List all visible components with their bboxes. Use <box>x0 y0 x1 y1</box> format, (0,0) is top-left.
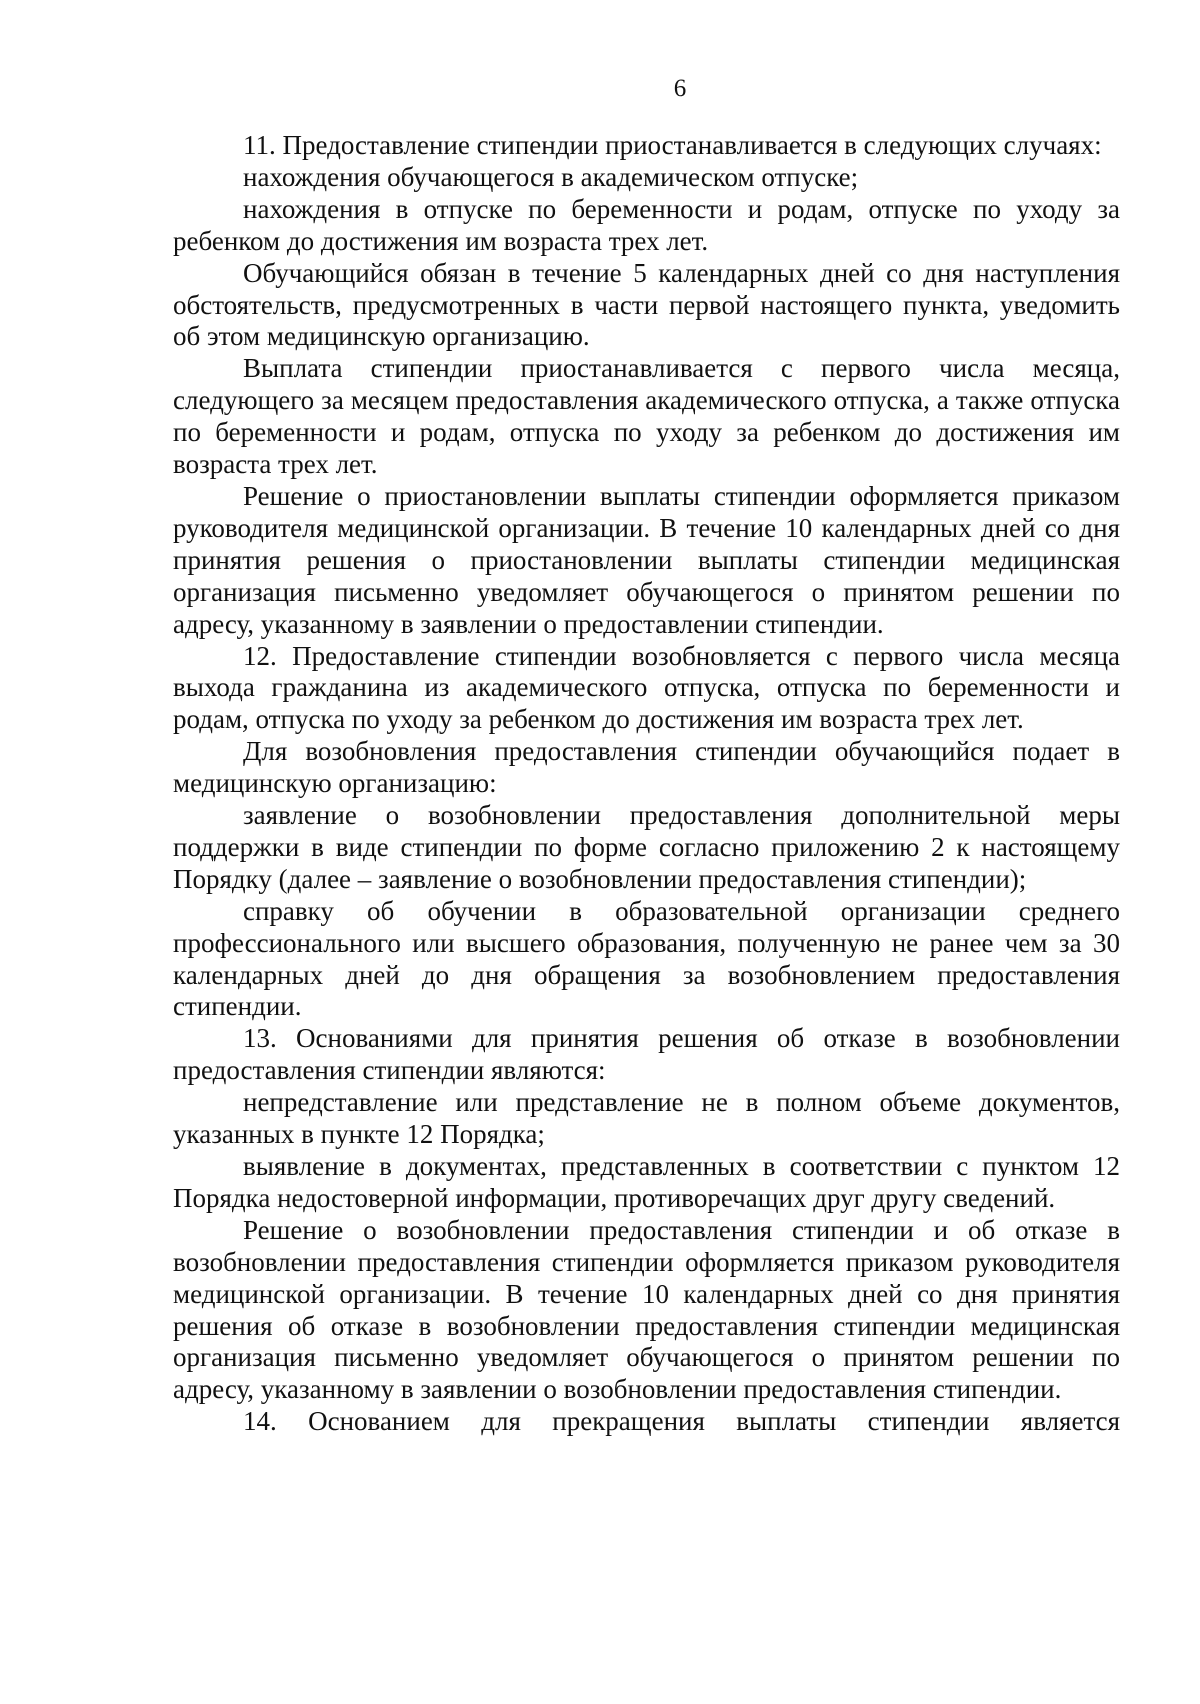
paragraph-11-intro: 11. Предоставление стипендии приостанавливается в следующих случаях: <box>243 130 1102 160</box>
paragraph-13-false-information: выявление в документах, представленных в соответствии с пунктом 12 Порядка недостоверной информации, противоречащих друг другу сведений. <box>173 1151 1120 1213</box>
paragraph-11-case-maternity-leave: нахождения в отпуске по беременности и родам, отпуске по уходу за ребенком до достижения им возраста трех лет. <box>173 193 1120 256</box>
paragraph-11-payment-suspension: Выплата стипендии приостанавливается с первого числа месяца, следующего за месяцем предоставления академического отпуска, а также отпуска по беременности и родам, отпуска по уходу за ребенком до достижения им возраста трех лет. <box>173 353 1120 480</box>
paragraph-12-resumption: 12. Предоставление стипендии возобновляется с первого числа месяца выхода гражданина из академического отпуска, отпуска по беременности и родам, отпуска по уходу за ребенком до достижения им возраста трех лет. <box>173 640 1120 735</box>
paragraph-13-incomplete-documents: непредставление или представление не в полном объеме документов, указанных в пункте 12 Порядка; <box>173 1087 1120 1150</box>
paragraph-11-suspension-decision: Решение о приостановлении выплаты стипендии оформляется приказом руководителя медицинской организации. В течение 10 календарных дней со дня принятия решения о приостановлении выплаты стипендии медицинская организация письменно уведомляет обучающегося о принятом решении по адресу, указанному в заявлении о предоставлении стипендии. <box>173 480 1120 639</box>
paragraph-13-decision: Решение о возобновлении предоставления стипендии и об отказе в возобновлении предоставления стипендии оформляется приказом руководителя медицинской организации. В течение 10 календарных дней со дня принятия решения об отказе в возобновлении предоставления стипендии медицинская организация письменно уведомляет обучающегося о принятом решении по адресу, указанному в заявлении о возобновлении предоставления стипендии. <box>173 1214 1120 1405</box>
paragraph-12-application: заявление о возобновлении предоставления дополнительной меры поддержки в виде стипендии по форме согласно приложению 2 к настоящему Порядку (далее – заявление о возобновлении предоставления стипендии); <box>173 800 1120 894</box>
paragraph-14-termination: 14. Основанием для прекращения выплаты стипендии является <box>243 1406 1120 1437</box>
paragraph-12-documents-intro: Для возобновления предоставления стипендии обучающийся подает в медицинскую организацию: <box>173 736 1120 799</box>
paragraph-11-case-academic-leave: нахождения обучающегося в академическом отпуске; <box>243 161 859 192</box>
paragraph-11-notification-duty: Обучающийся обязан в течение 5 календарных дней со дня наступления обстоятельств, предусмотренных в части первой настоящего пункта, уведомить об этом медицинскую организацию. <box>173 257 1120 352</box>
paragraph-13-refusal-grounds: 13. Основаниями для принятия решения об отказе в возобновлении предоставления стипендии являются: <box>173 1023 1120 1086</box>
page-number: 6 <box>673 75 687 102</box>
paragraph-12-certificate: справку об обучении в образовательной организации среднего профессионального или высшего образования, полученную не ранее чем за 30 календарных дней до дня обращения за возобновлением предоставления стипендии. <box>173 895 1120 1022</box>
document-body <box>173 130 1120 1438</box>
